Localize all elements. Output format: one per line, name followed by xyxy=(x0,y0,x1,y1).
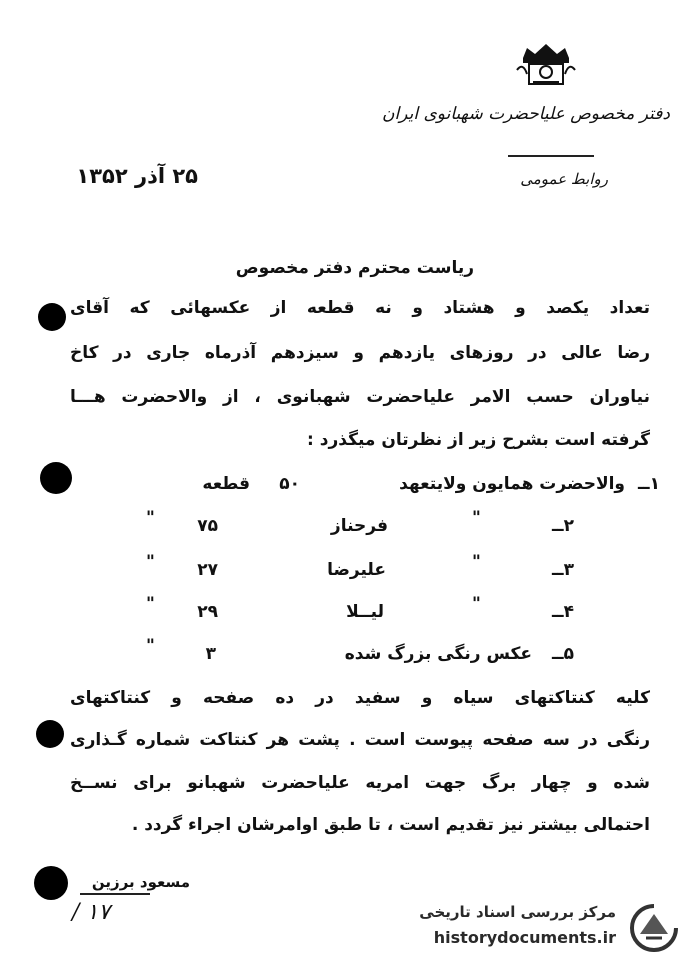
item-name: فرحناز xyxy=(330,516,388,536)
item-ditto: " xyxy=(472,552,481,572)
item-name: علیرضا xyxy=(327,560,386,580)
office-letterhead: دفتر مخصوص علیاحضرت شهبانوی ایران xyxy=(382,104,670,124)
item-count: ۳ xyxy=(205,644,216,664)
body-line: رضا عالی در روزهای یازدهم و سیزدهم آذرماه جاری در کاخ xyxy=(70,343,650,363)
royal-emblem-icon xyxy=(513,40,579,88)
punch-hole xyxy=(40,462,72,494)
item-number: ۱ــ xyxy=(637,474,660,494)
signature-line xyxy=(80,893,150,895)
punch-hole xyxy=(36,720,64,748)
body-line: رنگی در سه صفحه پیوست است . پشت هر کنتاکت شماره گـذاری xyxy=(70,730,650,750)
item-unit: " xyxy=(146,508,155,528)
punch-hole xyxy=(34,866,68,900)
item-ditto: " xyxy=(472,508,481,528)
signatory-name: مسعود برزین xyxy=(91,873,190,891)
watermark-url: historydocuments.ir xyxy=(433,928,616,947)
item-number: ۲ــ xyxy=(551,516,574,536)
watermark-logo-icon xyxy=(628,904,680,952)
department-name: روابط عمومی xyxy=(520,170,608,188)
watermark-title: مرکز بررسی اسناد تاریخی xyxy=(419,903,616,921)
item-unit: قطعه xyxy=(202,474,250,494)
body-line: گرفته است بشرح زیر از نظرتان میگذرد : xyxy=(307,430,650,450)
item-name: عکس رنگی بزرگ شده xyxy=(344,644,532,664)
punch-hole xyxy=(38,303,66,331)
item-name: والاحضرت همایون ولایتعهد xyxy=(399,474,625,494)
item-unit: " xyxy=(146,594,155,614)
item-unit: " xyxy=(146,636,155,656)
item-name: لیــلا xyxy=(346,602,384,622)
item-count: ۲۷ xyxy=(197,560,218,580)
item-number: ۵ــ xyxy=(551,644,574,664)
item-ditto: " xyxy=(472,594,481,614)
letter-date: ۲۵ آذر ۱۳۵۲ xyxy=(76,164,198,188)
body-line: احتمالی بیشتر نیز تقدیم است ، تا طبق اوامرشان اجراء گردد . xyxy=(131,815,650,835)
item-count: ۲۹ xyxy=(197,602,218,622)
body-line: شده و چهار برگ جهت امریه علیاحضرت شهبانو برای نســخ xyxy=(70,773,650,793)
item-count: ۷۵ xyxy=(197,516,218,536)
item-unit: " xyxy=(146,552,155,572)
item-count: ۵۰ xyxy=(279,474,300,494)
item-number: ۳ــ xyxy=(551,560,574,580)
addressee: ریاست محترم دفتر مخصوص xyxy=(235,258,474,278)
body-line: کلیه کنتاکتهای سیاه و سفید در ده صفحه و کنتاکتهای xyxy=(70,688,650,708)
handwritten-initials: / ۱۷ xyxy=(72,900,111,925)
body-line: نیاوران حسب الامر علیاحضرت شهبانوی ، از والاحضرت هـــا xyxy=(70,387,650,407)
header-divider xyxy=(508,155,594,157)
item-number: ۴ــ xyxy=(551,602,574,622)
body-line: تعداد یکصد و هشتاد و نه قطعه از عکسهائی که آقای xyxy=(70,298,650,318)
